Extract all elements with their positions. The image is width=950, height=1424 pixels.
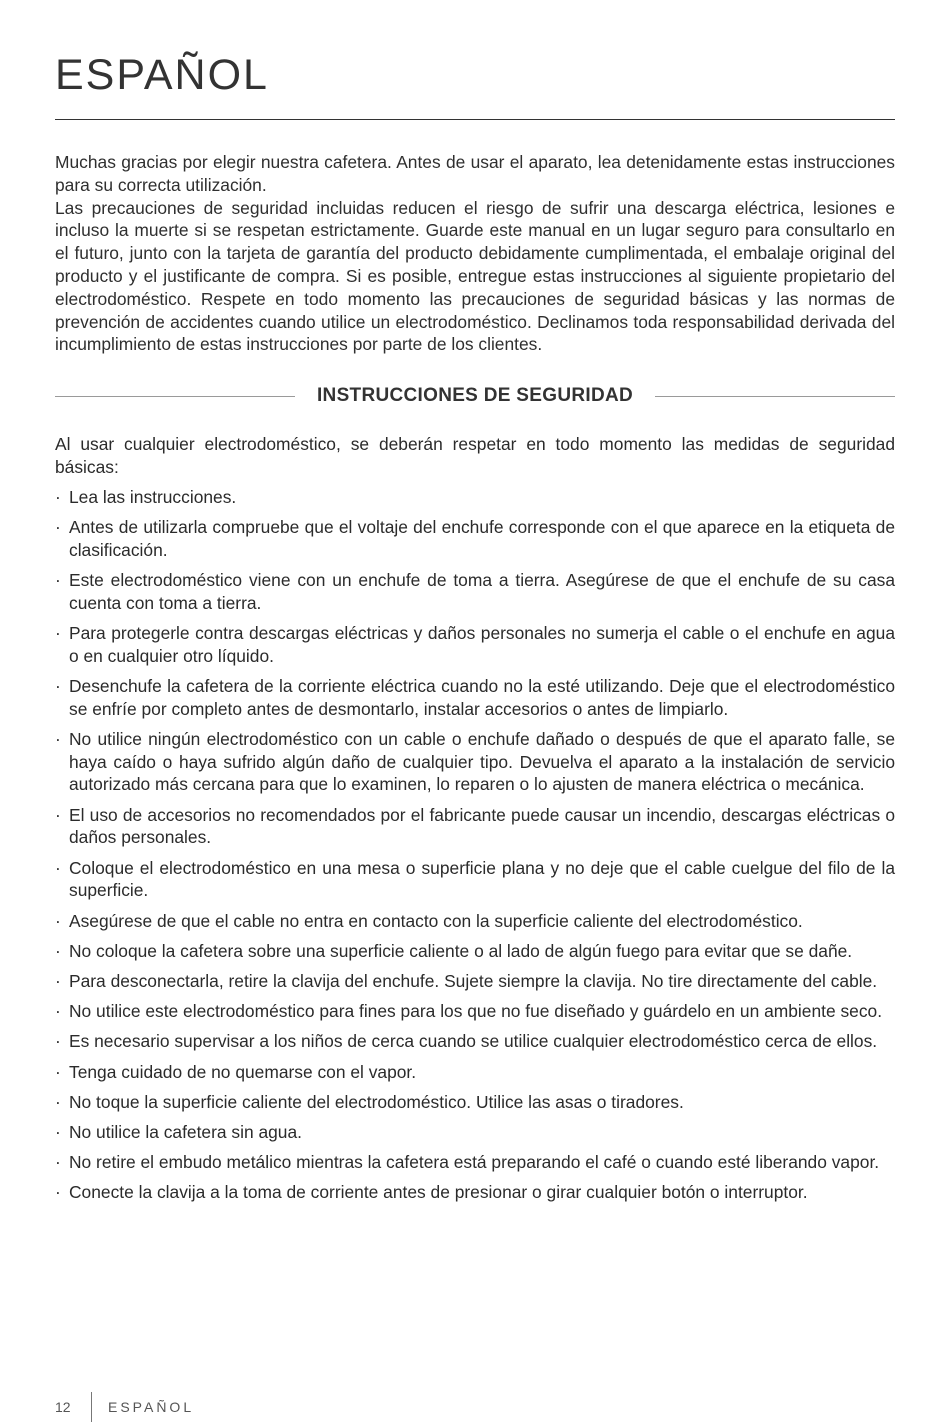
safety-item [55, 1000, 895, 1023]
safety-item-text: No retire el embudo metálico mientras la cafetera está preparando el café o cuando esté liberando vapor. [69, 1152, 880, 1173]
safety-item [55, 486, 895, 509]
safety-item-text: No utilice ningún electrodoméstico con un cable o enchufe dañado o después de que el aparato falle, se haya caído o haya sufrido algún daño de cualquier tipo. Devuelva el aparato a la instalación de servicio autorizado más cercana para que lo examinen, lo reparen o lo ajusten de manera eléctrica o mecánica. [69, 728, 895, 795]
bullet-dot-icon: · [55, 728, 61, 749]
safety-item [55, 1091, 895, 1114]
heading-rule-left [55, 396, 295, 397]
bullet-dot-icon: · [55, 910, 61, 931]
safety-item [55, 804, 895, 850]
safety-item-text: Conecte la clavija a la toma de corriente antes de presionar o girar cualquier botón o interruptor. [69, 1182, 808, 1203]
safety-item [55, 857, 895, 903]
intro-section [55, 151, 895, 356]
safety-item [55, 1121, 895, 1144]
footer-separator [91, 1392, 92, 1422]
heading-rule-right [655, 396, 895, 397]
safety-item-text: Lea las instrucciones. [69, 486, 237, 507]
bullet-dot-icon: · [55, 804, 61, 825]
safety-item [55, 675, 895, 721]
bullet-dot-icon: · [55, 569, 61, 590]
safety-item [55, 1151, 895, 1174]
safety-item-text: Para desconectarla, retire la clavija del enchufe. Sujete siempre la clavija. No tire directamente del cable. [69, 971, 878, 992]
safety-item-text: Asegúrese de que el cable no entra en contacto con la superficie caliente del electrodoméstico. [69, 910, 803, 931]
safety-list [55, 486, 895, 1204]
safety-item-text: Para protegerle contra descargas eléctricas y daños personales no sumerja el cable o el enchufe en agua o en cualquier otro líquido. [69, 622, 895, 666]
title-divider [55, 119, 895, 120]
safety-item-text: Este electrodoméstico viene con un enchufe de toma a tierra. Asegúrese de que el enchufe de su casa cuenta con toma a tierra. [69, 569, 895, 613]
safety-item-text: Es necesario supervisar a los niños de cerca cuando se utilice cualquier electrodoméstico cerca de ellos. [69, 1031, 878, 1052]
safety-heading: INSTRUCCIONES DE SEGURIDAD [316, 385, 634, 407]
page-number: 12 [55, 1399, 71, 1415]
safety-item [55, 1061, 895, 1084]
bullet-dot-icon: · [55, 1091, 61, 1112]
footer-language: ESPAÑOL [108, 1399, 195, 1415]
safety-item [55, 622, 895, 668]
bullet-dot-icon: · [55, 1121, 61, 1142]
bullet-dot-icon: · [55, 1031, 61, 1052]
intro-paragraph-1: Muchas gracias por elegir nuestra cafetera. Antes de usar el aparato, lea detenidamente estas instrucciones para su correcta utilización. [55, 152, 895, 195]
bullet-dot-icon: · [55, 622, 61, 643]
safety-item-text: No coloque la cafetera sobre una superficie caliente o al lado de algún fuego para evitar que se dañe. [69, 940, 853, 961]
bullet-dot-icon: · [55, 857, 61, 878]
safety-item [55, 728, 895, 796]
page-title: ESPAÑOL [55, 51, 269, 99]
safety-item-text: Coloque el electrodoméstico en una mesa o superficie plana y no deje que el cable cuelgue del filo de la superficie. [69, 857, 895, 901]
safety-item-text: Antes de utilizarla compruebe que el voltaje del enchufe corresponde con el que aparece en la etiqueta de clasificación. [69, 516, 895, 560]
document-page [55, 0, 895, 1212]
page-footer [55, 1392, 194, 1422]
safety-item-text: No utilice este electrodoméstico para fines para los que no fue diseñado y guárdelo en un ambiente seco. [69, 1001, 883, 1022]
bullet-dot-icon: · [55, 1001, 61, 1022]
bullet-dot-icon: · [55, 516, 61, 537]
bullet-dot-icon: · [55, 1182, 61, 1203]
bullet-dot-icon: · [55, 675, 61, 696]
safety-item [55, 1181, 895, 1204]
bullet-dot-icon: · [55, 940, 61, 961]
bullet-dot-icon: · [55, 486, 61, 507]
safety-item-text: Tenga cuidado de no quemarse con el vapor. [69, 1061, 417, 1082]
safety-item-text: Desenchufe la cafetera de la corriente eléctrica cuando no la esté utilizando. Deje que el electrodoméstico se enfríe por completo antes de desmontarlo, instalar accesorios o antes de limpiarlo. [69, 675, 895, 719]
safety-item [55, 516, 895, 562]
safety-item [55, 569, 895, 615]
safety-item [55, 1030, 895, 1053]
safety-item [55, 940, 895, 963]
bullet-dot-icon: · [55, 1152, 61, 1173]
bullet-dot-icon: · [55, 1061, 61, 1082]
safety-item [55, 910, 895, 933]
safety-item-text: El uso de accesorios no recomendados por el fabricante puede causar un incendio, descargas eléctricas o daños personales. [69, 804, 895, 848]
safety-item-text: No utilice la cafetera sin agua. [69, 1121, 302, 1142]
safety-item-text: No toque la superficie caliente del electrodoméstico. Utilice las asas o tiradores. [69, 1091, 684, 1112]
intro-paragraph-2: Las precauciones de seguridad incluidas reducen el riesgo de sufrir una descarga eléctrica, lesiones e incluso la muerte si se respetan estrictamente. Guarde este manual en un lugar seguro para consultarlo en el futuro, junto con la tarjeta de garantía del producto debidamente cumplimentada, el embalaje original del producto y el justificante de compra. Si es posible, entregue estas instrucciones al siguiente propietario del electrodoméstico. Respete en todo momento las precauciones de seguridad básicas y las normas de prevención de accidentes cuando utilice un electrodoméstico. Declinamos toda responsabilidad derivada del incumplimiento de estas instrucciones por parte de los clientes. [55, 197, 895, 355]
safety-lead: Al usar cualquier electrodoméstico, se deberán respetar en todo momento las medidas de seguridad básicas: [55, 434, 895, 477]
safety-section-header [55, 384, 895, 408]
bullet-dot-icon: · [55, 971, 61, 992]
safety-item [55, 970, 895, 993]
